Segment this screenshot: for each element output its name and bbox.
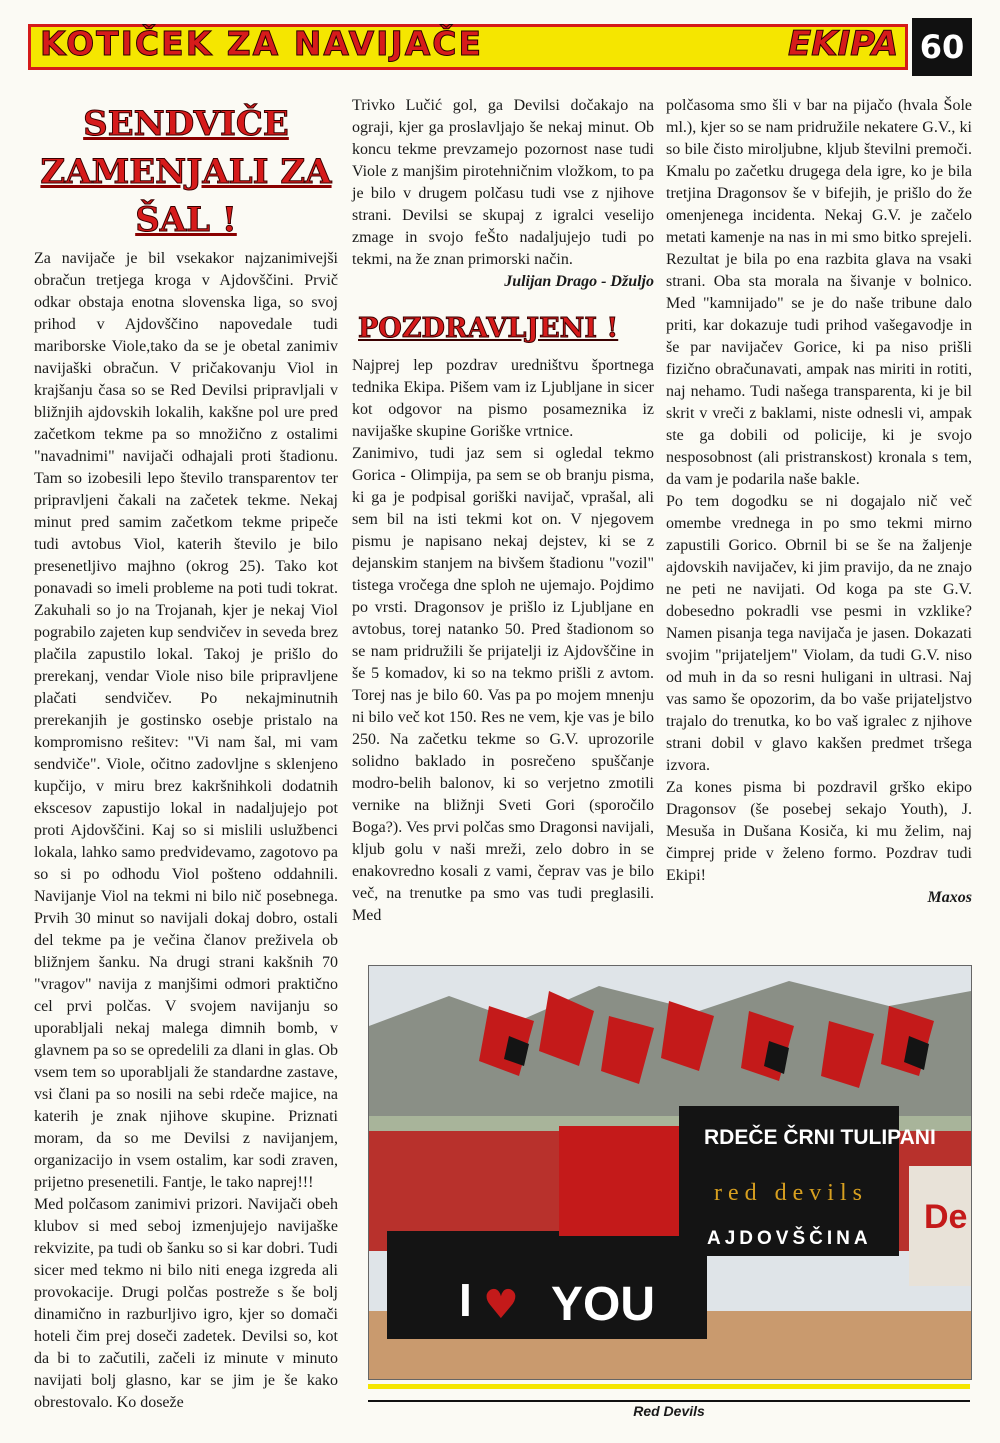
letter-paragraph: Po tem dogodku se ni dogajalo nič več omembe vrednega in po smo tekmi mirno zapustili Gorico. Obrnil bi se še na žaljenje ajdovskih navijačev, ki jim pravijo, da ne znajo ne peti ne navijati. Od koga pa ste G.V. dobesedno pokradli vse pesmi in vzklike? Namen pisanja tega navijača je jasen. Dokazati svojim "prijateljem" Violam, da tudi G.V. niso od muh in da so resni huligani in ultrasi. Naj vas samo še opozorim, da bo vaše prijateljstvo trajalo do trenutka, ko bo vaš igralec z njihove strani dobil v glavo kakšen predmet tršega izvora. (666, 493, 972, 774)
banner-you: YOU (551, 1278, 656, 1331)
article-paragraph: Med polčasom zanimivi prizori. Navijači obeh klubov si med seboj izmenjujejo navijaške rekvizite, pa tudi ob šanku so si kar dobri. Tudi sicer med tekmo ni bilo niti enega izgreda ali provokacije. Drugi polčas postreže s še bolj dinamično in razburljivo igro, kjer so domači hoteli čim prej doseči zadetek. Devilsi so, kot da bi to začutili, začeli iz minute v minuto navijati bolj glasno, kar se jim je še kako obrestovalo. Ko doseže (34, 1196, 338, 1411)
article-paragraph: Trivko Lučić gol, ga Devilsi dočakajo na ograji, kjer ga proslavljajo še nekaj minut. Ob koncu tekme prevzamejo pozornost nase tudi Viole z manjšim pirotehničnim vložkom, to pa je bilo v drugem polčasu tudi vse z njihove strani. Devilsi se skupaj z igralci veselijo zmage in svojo feŠto nadaljujejo tudi po tekmi, na že znan primorski način. (352, 97, 654, 268)
fans-photo (368, 965, 972, 1380)
headline-line-2: ZAMENJALI ZA (40, 152, 332, 192)
banner-city: AJDOVŠČINA (707, 1228, 872, 1249)
banner-left-red (559, 1126, 699, 1236)
caption-rule (368, 1400, 970, 1402)
banner-title: RDEČE ČRNI TULIPANI (704, 1126, 936, 1149)
article-column-2 (352, 95, 654, 924)
letter-headline: POZDRAVLJENI ! (358, 313, 619, 344)
article-column-3 (666, 95, 972, 945)
banner-right-text: De (924, 1198, 968, 1236)
article-author: Julijan Drago - Džuljo (504, 273, 654, 290)
headline-line-3: ŠAL ! (135, 200, 237, 240)
article-paragraph: Za navijače je bil vsekakor najzanimivejši obračun tretjega kroga v Ajdovščini. Prvič odkar obstaja enotna slovenska liga, so svoj prihod v Ajdovščino napovedale tudi mariborske Viole,tako da se je obetal zanimiv navijaški obračun. V pričakovanju Viol in krajšanju časa so se Red Devilsi pripravljali v bližnjih ajdovskih lokalih, kakšne pol ure pred začetkom tekme pa so množično z ostalimi "navadnimi" navijači odhajali proti štadionu. Tam so izobesili lepo število transparentov ter pripravljeni čakali na začetek tekme. Nekaj minut pred samim začetkom tekme pripeče tudi avtobus Viol, katerih število je bilo presenetljivo majhno (okrog 25). Tako kot ponavadi so imeli probleme na poti tudi tokrat. Zakuhali so jo na Trojanah, kjer je nekaj Viol pograbilo zajeten kup sendvičev in seveda brez plačila zapustilo lokal. Takoj je prišlo do prerekanj, vendar Viole niso bile pripravljene plačati sendvičev. Po nekajminutnih prerekanjih je gostinsko osebje pristalo na kompromisno rešitev: "Vi nam šal, mi vam sendviče". Viole, očitno zadovljne s sklenjeno kupčijo, v miru brez kakršnihkoli dodatnih ekscesov zapustijo lokal in nadaljujejo pot proti Ajdovščini. Kaj so si mislili uslužbenci lokala, lahko samo predvidevamo, zagotovo pa so si po odhodu Viol pošteno oddahnili. Navijanje Viol na tekmi ni bilo nič posebnega. Prvih 30 minut so navijali dokaj dobro, ostali del tekme pa je večina članov preživela ob bližnjem šanku. Na drugi strani kakšnih 70 "vragov" navija z manjšimi odmori praktično cel prvi polčas. V svojem navijanju so uporabljali nekaj malega dimnih bomb, v glavnem pa so se opredelili za dlani in glas. Ob vsem tem so uporabljali že standardne zastave, vsi člani pa so nosili na sebi rdeče majice, na katerih je znak njihove skupine. Priznati moram, da so me Devilsi z navijanjem, organizacijo in vsem ostalim, kar sodi zraven, prijetno presenetili. Fantje, le tako naprej!!! (34, 250, 338, 1191)
article-headline (34, 100, 338, 244)
banner-subtitle: red devils (714, 1180, 868, 1206)
letter-paragraph: Zanimivo, tudi jaz sem si ogledal tekmo Gorica - Olimpija, pa sem se ob branju pisma, ki ga je podpisal goriški navijač, vprašal, ali sem bil na isti tekmi kot on. V njegovem pismu je napisano nekaj dejstev, ki se z dejanskim stanjem na bivšem štadionu "vozil" tistega vročega dne sploh ne ujemajo. Pojdimo po vrsti. Dragonsov je prišlo iz Ljubljane en avtobus, torej natanko 50. Pred štadionom so se nam pridružili še prijatelji iz Ajdovščine in še 5 komadov, ki so na tekmo prišli z avtom. Torej nas je bilo 60. Vas pa po mojem mnenju ni bilo več kot 150. Res ne vem, kje vas je bilo 250. Na začetku tekme so G.V. uprozorile solidno baklado in posrečeno spuščanje modro-belih balonov, ki so verjetno zmotili vernike na bližnji Sveti Gori (sporočilo Boga?). Ves prvi polčas smo Dragonsi navijali, kljub golu v naši mreži, zelo dobro in se enakovredno kosali z vami, čeprav vas je bilo več, na trenutke pa smo vas tudi preglasili. Med (352, 445, 654, 924)
letter-paragraph: polčasoma smo šli v bar na pijačo (hvala Šole ml.), kjer so se nam pridružile nekatere G.V., ki so bile čisto miroljubne, kljub številni premoči. Kmalu po začetku drugega dela igre, ko je bila tretjina Dragonsov še v bifejih, je prišlo do že omenjenega incidenta. Nekaj G.V. je začelo metati kamenje na nas in mi smo bitko sprejeli. Rezultat je bila po ena razbita glava na vsaki strani. Oba sta morala na šivanje v bolnico. Med "kamnijado" se je do naše tribune dalo priti, kar dokazuje tudi prihod vašegavodje in še par navijačev Gorice, ki pa niso prišli fizično obračunavati, ampak nas miriti in rotiti, naj nehamo. Tudi našega transparenta, ki je bil skrit v vreči z baklami, niste odnesli vi, ampak ste ga dobili od policije, ki je svojo nesposobnost (ali pristranskost) kronala s tem, da vam je podarila naše bakle. (666, 97, 972, 488)
photo-caption: Red Devils (633, 1403, 705, 1419)
article-column-1 (34, 100, 338, 1420)
heart-icon: ♥ (483, 1282, 519, 1328)
banner-left-black (387, 1231, 707, 1339)
caption-bar (368, 1384, 970, 1389)
brand-logo: EKIPA (788, 24, 899, 64)
letter-author: Maxos (927, 889, 972, 906)
letter-paragraph: Za kones pisma bi pozdravil grško ekipo Dragonsov (še posebej sekajo Youth), J. Mesuša in Dušana Kosiča, ki mu želim, naj čimprej pride v želeno formo. Pozdrav tudi Ekipi! (666, 779, 972, 884)
page-number: 60 (912, 18, 972, 76)
fans-photo-illustration (369, 966, 971, 1379)
banner-i: I (459, 1274, 472, 1326)
page-header (28, 18, 972, 76)
letter-paragraph: Najprej lep pozdrav uredništvu športnega tednika Ekipa. Pišem vam iz Ljubljane in sicer kot odgovor na pismo posameznika iz navijaške skupine Goriške vrtnice. (352, 357, 654, 440)
headline-line-1: SENDVIČE (83, 104, 289, 144)
section-title: KOTIČEK ZA NAVIJAČE (40, 24, 484, 63)
